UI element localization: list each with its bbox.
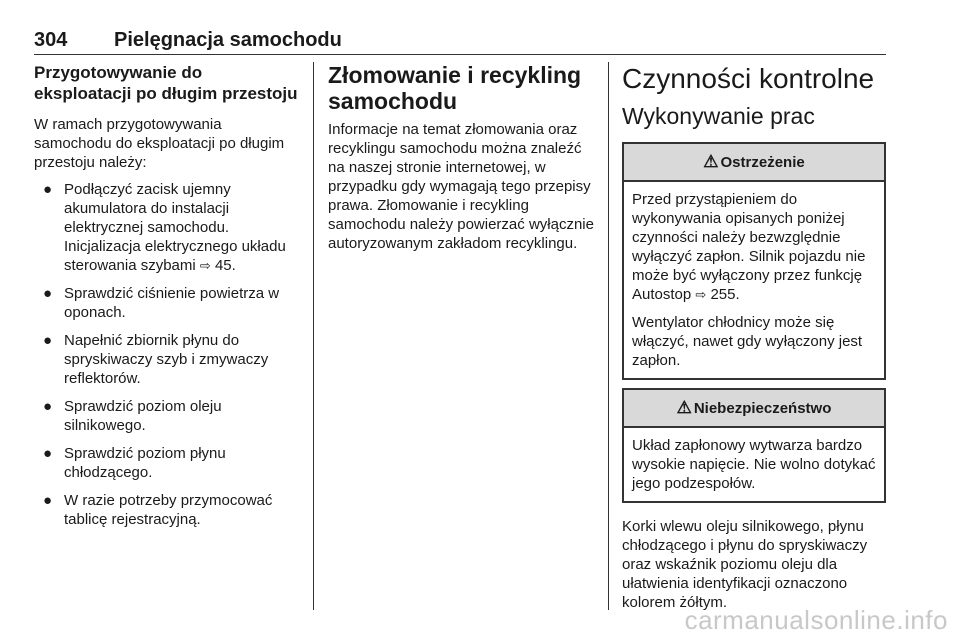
bullet-icon: ●	[43, 398, 53, 415]
page-reference[interactable]: 45.	[214, 257, 236, 274]
list-item	[34, 397, 300, 435]
closing-paragraph: Korki wlewu oleju silnikowego, płynu chłodzącego i płynu do spryskiwaczy oraz wskaźnik poziomu oleju dla ułatwienia identyfikacji oznaczono kolorem żółtym.	[622, 518, 868, 611]
danger-text: Układ zapłonowy wytwarza bardzo wysokie napięcie. Nie wolno dotykać jego podzespołów.	[632, 437, 876, 492]
list-item	[34, 491, 300, 529]
warning-triangle-icon: ⚠	[703, 152, 719, 171]
scrapping-heading: Złomowanie i recykling samochodu	[328, 62, 582, 114]
list-item-text: Sprawdzić poziom płynu chłodzącego.	[64, 445, 226, 481]
list-item-text: W razie potrzeby przymocować tablicę rejestracyjną.	[64, 492, 273, 528]
warning-box-body	[624, 182, 884, 378]
bullet-icon: ●	[43, 492, 53, 509]
warning-text-1-main: Przed przystąpieniem do wykonywania opisanych poniżej czynności należy bezwzględnie wyłączyć zapłon. Silnik pojazdu nie może być wyłączony przez funkcję Autostop	[632, 191, 866, 303]
column-divider-2	[608, 62, 609, 610]
list-item	[34, 331, 300, 388]
warning-box-title: Ostrzeżenie	[720, 153, 805, 171]
storage-heading: Przygotowywanie do eksploatacji po długim przestoju	[34, 63, 298, 103]
warning-box	[622, 142, 886, 380]
list-item-text: Sprawdzić ciśnienie powietrza w oponach.	[64, 285, 280, 321]
header-divider	[34, 54, 886, 55]
page-reference-arrow-icon: ⇨	[695, 287, 707, 302]
column-storage	[34, 62, 300, 538]
storage-intro: W ramach przygotowywania samochodu do eksploatacji po długim przestoju należy:	[34, 116, 285, 171]
storage-checklist	[34, 180, 300, 529]
bullet-icon: ●	[43, 445, 53, 462]
checks-heading: Czynności kontrolne	[622, 63, 875, 94]
page-number: 304	[34, 29, 68, 51]
danger-box	[622, 388, 886, 503]
danger-box-header	[624, 390, 884, 428]
column-divider-1	[313, 62, 314, 610]
warning-triangle-icon: ⚠	[676, 398, 692, 417]
warning-text-2: Wentylator chłodnicy może się włączyć, nawet gdy wyłączony jest zapłon.	[632, 314, 863, 369]
section-title: Pielęgnacja samochodu	[114, 29, 342, 51]
checks-subheading: Wykonywanie prac	[622, 103, 815, 129]
scrapping-body: Informacje na temat złomowania oraz recyklingu samochodu można znaleźć na naszej stronie internetowej, w przypadku gdy wymagają tego przepisy prawa. Złomowanie i recykling samochodu należy powierzać wyłącznie autoryzowanym zakładom recyklingu.	[328, 121, 594, 252]
bullet-icon: ●	[43, 181, 53, 198]
list-item	[34, 180, 300, 275]
warning-box-header	[624, 144, 884, 182]
page-reference[interactable]: 255.	[710, 286, 740, 303]
list-item	[34, 444, 300, 482]
danger-box-body	[624, 428, 884, 501]
list-item-text: Sprawdzić poziom oleju silnikowego.	[64, 398, 222, 434]
bullet-icon: ●	[43, 332, 53, 349]
warning-text-1	[632, 190, 876, 304]
watermark: carmanualsonline.info	[684, 605, 948, 635]
list-item	[34, 284, 300, 322]
list-item-text: Podłączyć zacisk ujemny akumulatora do instalacji elektrycznej samochodu. Inicjalizacja elektrycznego układu sterowania szybami	[64, 181, 286, 274]
list-item-text: Napełnić zbiornik płynu do spryskiwaczy szyb i zmywaczy reflektorów.	[64, 332, 269, 387]
page-reference-arrow-icon: ⇨	[199, 258, 211, 273]
column-scrapping	[328, 62, 596, 253]
column-checks	[622, 62, 886, 612]
danger-box-title: Niebezpieczeństwo	[693, 399, 832, 417]
bullet-icon: ●	[43, 285, 53, 302]
